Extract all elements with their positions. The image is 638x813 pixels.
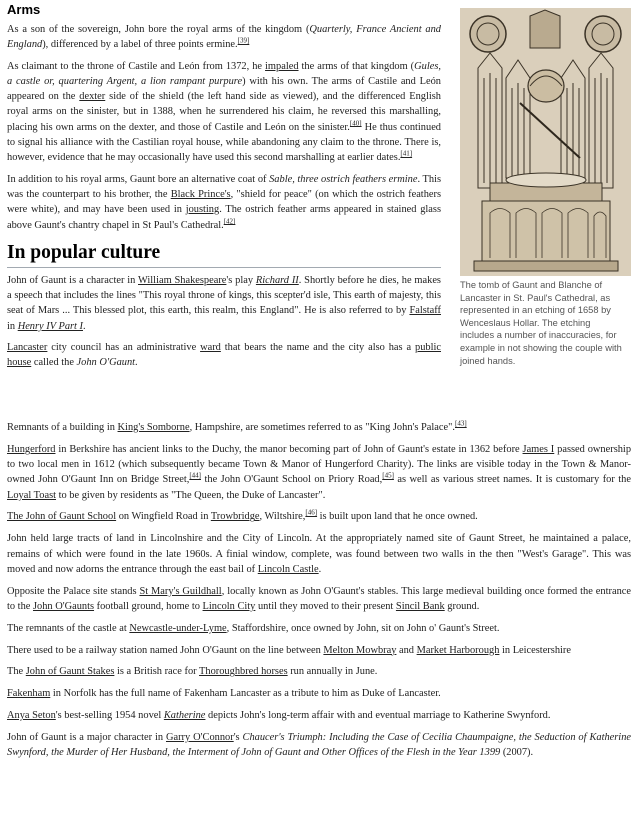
link-katherine[interactable]: Katherine xyxy=(163,709,206,721)
paragraph: John of Gaunt is a character in William Shakespeare's play Richard II. Shortly before he dies, he makes a speech that includes the lines "This royal throne of kings, this scepter'd isle, This earth of majesty, this seat of Mars ... This blessed plot, this earth, this realm, this England". He is also referred to by Falstaff in Henry IV Part I. xyxy=(7,274,441,332)
tomb-etching-image[interactable] xyxy=(460,8,631,276)
link-loyal-toast[interactable]: Loyal Toast xyxy=(7,489,57,501)
link-richard-ii[interactable]: Richard II xyxy=(255,274,299,286)
link-newcastle-under-lyme[interactable]: Newcastle-under-Lyme xyxy=(129,622,227,634)
link-public-house[interactable]: public house xyxy=(7,342,441,369)
link-dexter[interactable]: dexter xyxy=(79,91,106,103)
citation-link[interactable]: [42] xyxy=(223,217,236,226)
citation-link[interactable]: [43] xyxy=(455,419,467,428)
citation-link[interactable]: [46] xyxy=(305,509,318,518)
popular-culture-continued xyxy=(7,420,631,767)
paragraph: Opposite the Palace site stands St Mary's Guildhall, locally known as John O'Gaunt's stables. This large medieval building once formed the entrance to the John O'Gaunts football ground, home to Lincoln City until they moved to their present Sincil Bank ground. xyxy=(7,585,631,612)
paragraph: The remnants of the castle at Newcastle-under-Lyme, Staffordshire, once owned by John, sit on John o' Gaunt's Street. xyxy=(7,622,500,634)
paragraph: John held large tracts of land in Lincolnshire and the City of Lincoln. At the appropriately named site of Gaunt Street, he maintained a palace, remains of which were found in the late 1960s. A finial window, complete, was found between two walls in the then "West's Garage". This was moved and now adorns the entrance through the east bail of Lincoln Castle. xyxy=(7,533,631,575)
paragraph: Hungerford in Berkshire has ancient links to the Duchy, the manor becoming part of John of Gaunt's estate in 1362 before James I passed ownership to two local men in 1612 (which subsequently became Town & Manor of Hungerford Charity). The links are visible today in the Town & Manor-owned John O'Gaunt Inn on Bridge Street,[44] the John O'Gaunt School on Priory Road,[45] as well as various street names. It is customary for the Loyal Toast to be given by residents as "The Queen, the Duke of Lancaster". xyxy=(7,443,632,501)
link-henry-iv[interactable]: Henry IV Part I xyxy=(17,320,83,332)
paragraph: The John of Gaunt School on Wingfield Road in Trowbridge, Wiltshire,[46] is built upon land that he once owned. xyxy=(7,509,478,523)
paragraph: As a son of the sovereign, John bore the royal arms of the kingdom (Quarterly, France Ancient and England), differenced by a label of three points ermine.[39] xyxy=(7,24,441,51)
link-garry-oconnor[interactable]: Garry O'Connor xyxy=(165,731,234,743)
link-lincoln-castle[interactable]: Lincoln Castle xyxy=(257,563,319,575)
paragraph: As claimant to the throne of Castile and León from 1372, he impaled the arms of that kingdom (Gules, a castle or, quartering Argent, a lion rampant purpure) with his own. The arms of Castile and León appeared on the dexter side of the shield (the left hand side as viewed), and the differenced English royal arms on the sinister, but in 1388, when he surrendered his claim, he reversed this marshalling, placing his own arms on the dexter, and those of Castile and León on the sinister.[40] He thus continued to signal his alliance with the Castilian royal house, while abandoning any claim to the throne. There is, however, evidence that he may occasionally have used this second marshalling at earlier dates.[41] xyxy=(7,60,441,164)
link-melton-mowbray[interactable]: Melton Mowbray xyxy=(323,644,397,656)
paragraph: In addition to his royal arms, Gaunt bore an alternative coat of Sable, three ostrich feathers ermine. This was the counterpart to his brother, the Black Prince's, "shield for peace" (on which the ostrich feathers were white), and may have been used in jousting. The ostrich feather arms appeared in stained glass above Gaunt's chantry chapel in St Paul's Cathedral.[42] xyxy=(7,173,442,231)
link-impaled[interactable]: impaled xyxy=(265,60,299,72)
link-jousting[interactable]: jousting xyxy=(185,204,220,216)
link-ward[interactable]: ward xyxy=(200,342,221,354)
paragraph: Lancaster city council has an administrative ward that bears the name and the city also has a public house called the John O'Gaunt. xyxy=(7,342,441,369)
link-john-of-gaunt-school[interactable]: The John of Gaunt School xyxy=(7,511,117,523)
citation-link[interactable]: [44] xyxy=(189,471,202,480)
link-sincil-bank[interactable]: Sincil Bank xyxy=(395,600,445,612)
link-st-marys-guildhall[interactable]: St Mary's Guildhall xyxy=(139,585,222,597)
paragraph: Anya Seton's best-selling 1954 novel Katherine depicts John's long-term affair with and eventual marriage to Katherine Swynford. xyxy=(7,709,551,721)
link-shakespeare[interactable]: William Shakespeare xyxy=(138,274,227,286)
link-john-of-gaunt-stakes[interactable]: John of Gaunt Stakes xyxy=(25,666,115,678)
paragraph: Fakenham in Norfolk has the full name of Fakenham Lancaster as a tribute to him as Duke of Lancaster. xyxy=(7,688,441,700)
link-market-harborough[interactable]: Market Harborough xyxy=(416,644,500,656)
section-heading-popular-culture: In popular culture xyxy=(7,241,441,268)
tomb-figure xyxy=(460,8,631,367)
link-falstaff[interactable]: Falstaff xyxy=(409,305,441,317)
paragraph: Remnants of a building in King's Somborne, Hampshire, are sometimes referred to as "King John's Palace".[43] xyxy=(7,419,467,433)
link-fakenham[interactable]: Fakenham xyxy=(7,688,51,700)
arms-section xyxy=(7,0,441,377)
citation-link[interactable]: [40] xyxy=(349,119,362,128)
link-lancaster[interactable]: Lancaster xyxy=(7,342,48,354)
figure-caption: The tomb of Gaunt and Blanche of Lancaster in St. Paul's Cathedral, as represented in an etching of 1658 by Wenceslaus Hollar. The etching includes a number of inaccuracies, for example in not showing the couple with joined hands. xyxy=(460,280,622,366)
link-anya-seton[interactable]: Anya Seton xyxy=(7,709,56,721)
link-kings-somborne[interactable]: King's Somborne xyxy=(117,422,190,433)
link-thoroughbred-horses[interactable]: Thoroughbred horses xyxy=(199,666,288,678)
link-john-o-gaunts[interactable]: John O'Gaunts xyxy=(32,600,95,612)
link-trowbridge[interactable]: Trowbridge xyxy=(210,511,260,523)
paragraph: John of Gaunt is a major character in Garry O'Connor's Chaucer's Triumph: Including the Case of Cecilia Chaumpaigne, the Seduction of Katherine Swynford, the Murder of Her Husband, the Interment of John of Gaunt and Other Offices of the Flesh in the Year 1399 (2007). xyxy=(7,731,631,759)
paragraph: The John of Gaunt Stakes is a British race for Thoroughbred horses run annually in June. xyxy=(7,666,378,678)
paragraph: There used to be a railway station named John O'Gaunt on the line between Melton Mowbray and Market Harborough in Leicestershire xyxy=(7,644,571,656)
link-lincoln-city[interactable]: Lincoln City xyxy=(202,600,256,612)
link-hungerford[interactable]: Hungerford xyxy=(7,443,56,455)
citation-link[interactable]: [41] xyxy=(400,149,413,158)
section-heading-arms: Arms xyxy=(7,2,41,17)
link-black-prince[interactable]: Black Prince's xyxy=(170,188,231,200)
link-james-i[interactable]: James I xyxy=(522,443,555,455)
citation-link[interactable]: [39] xyxy=(237,36,250,45)
citation-link[interactable]: [45] xyxy=(382,471,394,480)
